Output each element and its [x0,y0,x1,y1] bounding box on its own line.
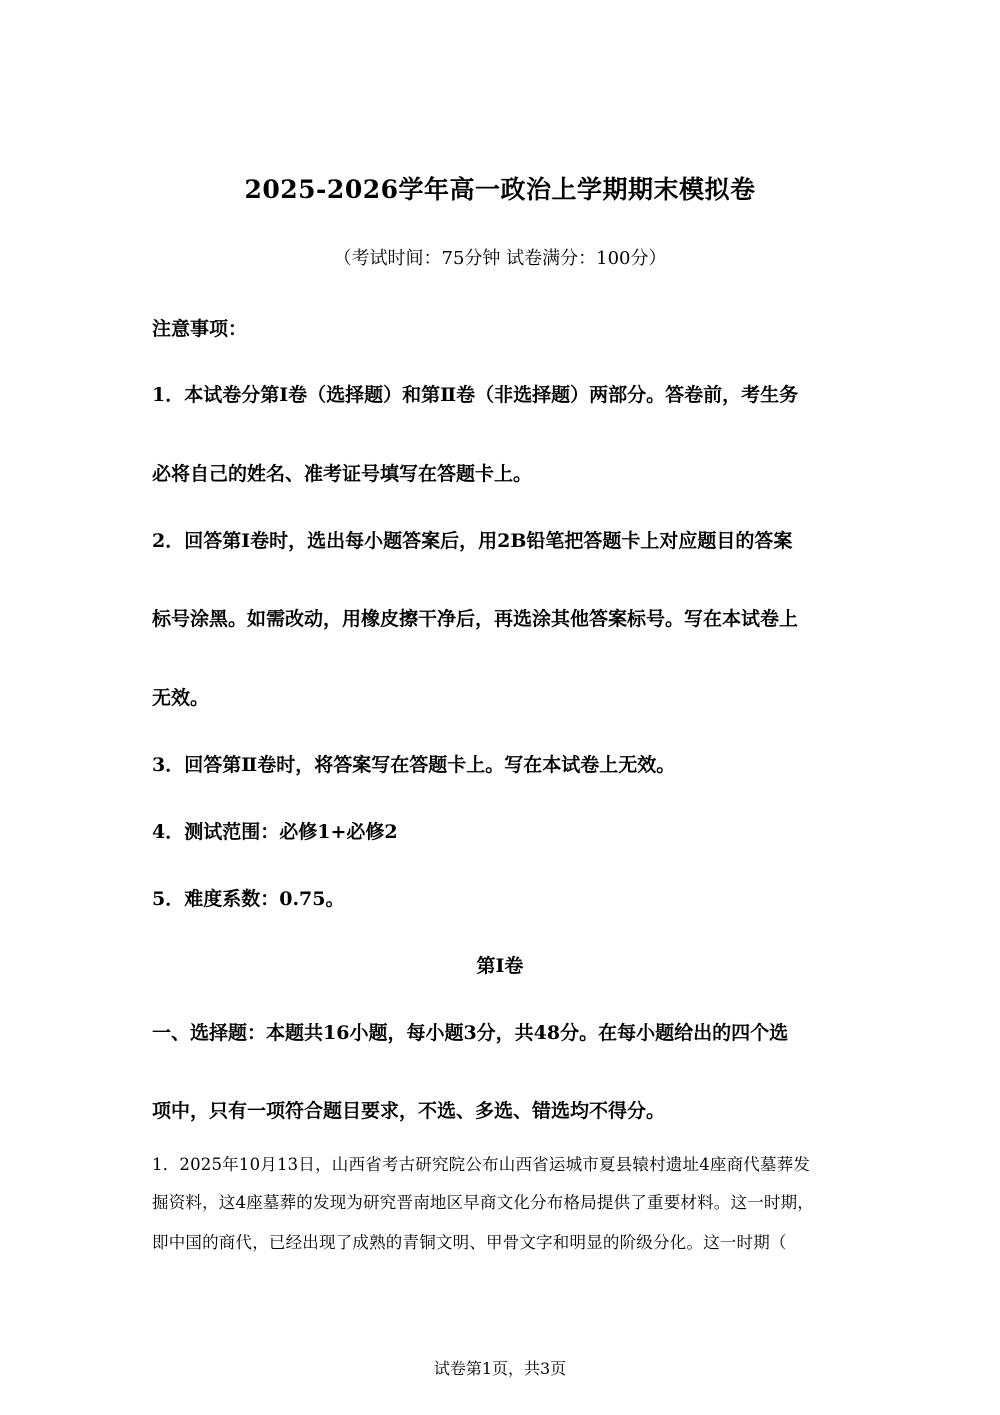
note-line-4: 4．测试范围：必修1+必修2 [152,821,398,843]
exam-title: 2025-2026学年高一政治上学期期末模拟卷 [244,175,756,204]
section-instruction-b: 项中，只有一项符合题目要求，不选、多选、错选均不得分。 [152,1100,666,1122]
question-1-line-3: 即中国的商代，已经出现了成熟的青铜文明、甲骨文字和明显的阶级分化。这一时期（ [152,1233,787,1252]
volume-heading: 第Ⅰ卷 [476,955,524,977]
note-line-2a: 2．回答第Ⅰ卷时，选出每小题答案后，用2B铅笔把答题卡上对应题目的答案 [152,530,793,552]
note-line-3: 3．回答第Ⅱ卷时，将答案写在答题卡上。写在本试卷上无效。 [152,754,676,776]
section-instruction-a: 一、选择题：本题共16小题，每小题3分，共48分。在每小题给出的四个选 [152,1022,789,1044]
note-line-1a: 1．本试卷分第Ⅰ卷（选择题）和第Ⅱ卷（非选择题）两部分。答卷前，考生务 [152,384,799,406]
question-1-line-2: 掘资料，这4座墓葬的发现为研究晋南地区早商文化分布格局提供了重要材料。这一时期， [152,1193,814,1212]
note-line-1b: 必将自己的姓名、准考证号填写在答题卡上。 [152,463,533,485]
exam-subtitle: （考试时间：75分钟 试卷满分：100分） [333,248,667,269]
page-footer: 试卷第1页，共3页 [433,1359,567,1378]
question-1-line-1: 1．2025年10月13日，山西省考古研究院公布山西省运城市夏县辕村遗址4座商代墓葬发 [152,1155,811,1174]
note-line-2c: 无效。 [152,687,210,709]
note-line-2b: 标号涂黑。如需改动，用橡皮擦干净后，再选涂其他答案标号。写在本试卷上 [152,608,799,630]
note-line-5: 5．难度系数：0.75。 [152,888,345,910]
notes-heading: 注意事项： [152,318,248,340]
